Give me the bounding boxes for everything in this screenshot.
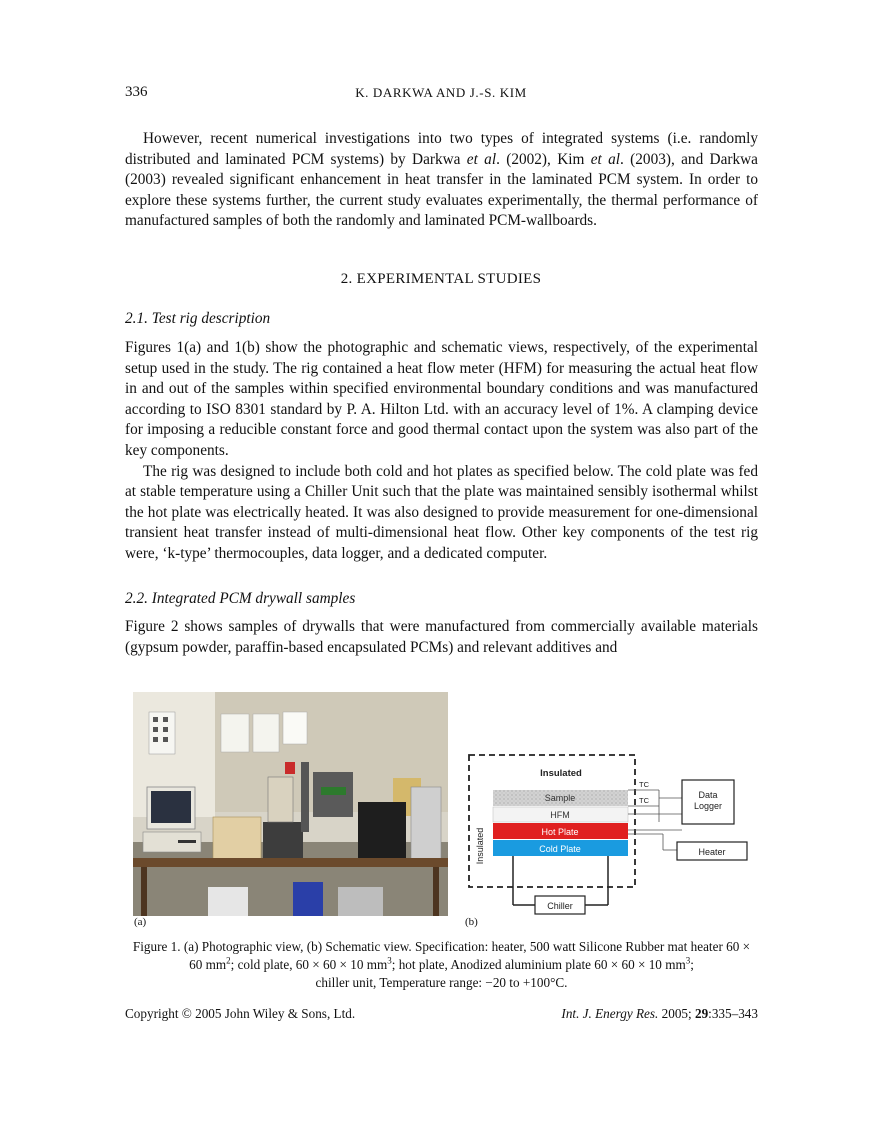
test-rig-schematic: [463, 750, 763, 925]
intro-paragraph: However, recent numerical investigations into two types of integrated systems (i.e. randomly distributed and laminated PCM systems) by Darkwa et al. (2002), Kim et al. (2003), and Darkwa (2003) revealed significant enhancement in heat transfer in the laminated PCM system. In order to explore these systems further, the current study evaluates experimentally, the thermal performance of manufactured samples of both the randomly and laminated PCM-wallboards.: [125, 130, 758, 230]
section-heading: 2. EXPERIMENTAL STUDIES: [340, 271, 542, 287]
copyright-notice: Copyright © 2005 John Wiley & Sons, Ltd.: [125, 1006, 356, 1021]
journal-citation: Int. J. Energy Res. 2005; 29:335–343: [561, 1006, 758, 1021]
insulated-top-label: Insulated: [540, 768, 582, 779]
paragraph: Figures 1(a) and 1(b) show the photographic and schematic views, respectively, of the experimental setup used in the study. The rig contained a heat flow meter (HFM) for measuring the actual heat flow in and out of the samples within specified environmental boundary conditions and was manufactured according to ISO 8301 standard by P. A. Hilton Ltd. with an accuracy level of 1%. A clamping device for imposing a reducible constant force and good thermal contact upon the system was also part of the key components.: [125, 339, 758, 459]
samples-paragraph: Figure 2 shows samples of drywalls that were manufactured from commercially available materials (gypsum powder, paraffin-based encapsulated PCMs) and relevant additives and: [125, 618, 758, 656]
subsection-heading: 2.2. Integrated PCM drywall samples: [125, 590, 356, 607]
lab-photograph: [133, 692, 448, 916]
paragraph: The rig was designed to include both cold and hot plates as specified below. The cold plate was fed at stable temperature using a Chiller Unit such that the plate was maintained sensibly isothermal whilst the hot plate was electrically heated. It was also designed to provide measurement for one-dimensional transient heat transfer instead of multi-dimensional heat flow. Other key components of the test rig were, ‘k-type’ thermocouples, data logger, and a dedicated computer.: [125, 462, 758, 562]
running-head: K. DARKWA AND J.-S. KIM: [355, 85, 527, 100]
page-number: 336: [125, 84, 148, 100]
cold-plate-label: Cold Plate: [539, 844, 581, 854]
thermocouple-label: TC: [639, 796, 649, 805]
insulated-side-label: Insulated: [475, 827, 485, 865]
figure-label-b: (b): [465, 916, 478, 928]
data-logger-label: Data: [698, 790, 718, 800]
data-logger-label: Logger: [693, 801, 723, 811]
thermocouple-label: TC: [639, 780, 649, 789]
figure-label-a: (a): [134, 916, 147, 928]
heater-label: Heater: [698, 847, 726, 857]
chiller-label: Chiller: [547, 901, 573, 911]
sample-label: Sample: [544, 793, 576, 803]
figure-caption: Figure 1. (a) Photographic view, (b) Schematic view. Specification: heater, 500 watt Silicone Rubber mat heater 60 × 60 $mm^2$; cold plate, 60 × 60 × 10 $mm^3$; hot plate, Anodized aluminium plate 60 × 60 × 10 $mm^3$; chiller unit, Temperature range: −20 to +100°C.: [132, 939, 751, 990]
subsection-heading: 2.1. Test rig description: [125, 310, 271, 327]
hfm-label: HFM: [550, 810, 570, 820]
hot-plate-label: Hot Plate: [541, 827, 579, 837]
test-rig-paragraphs: [125, 338, 758, 565]
